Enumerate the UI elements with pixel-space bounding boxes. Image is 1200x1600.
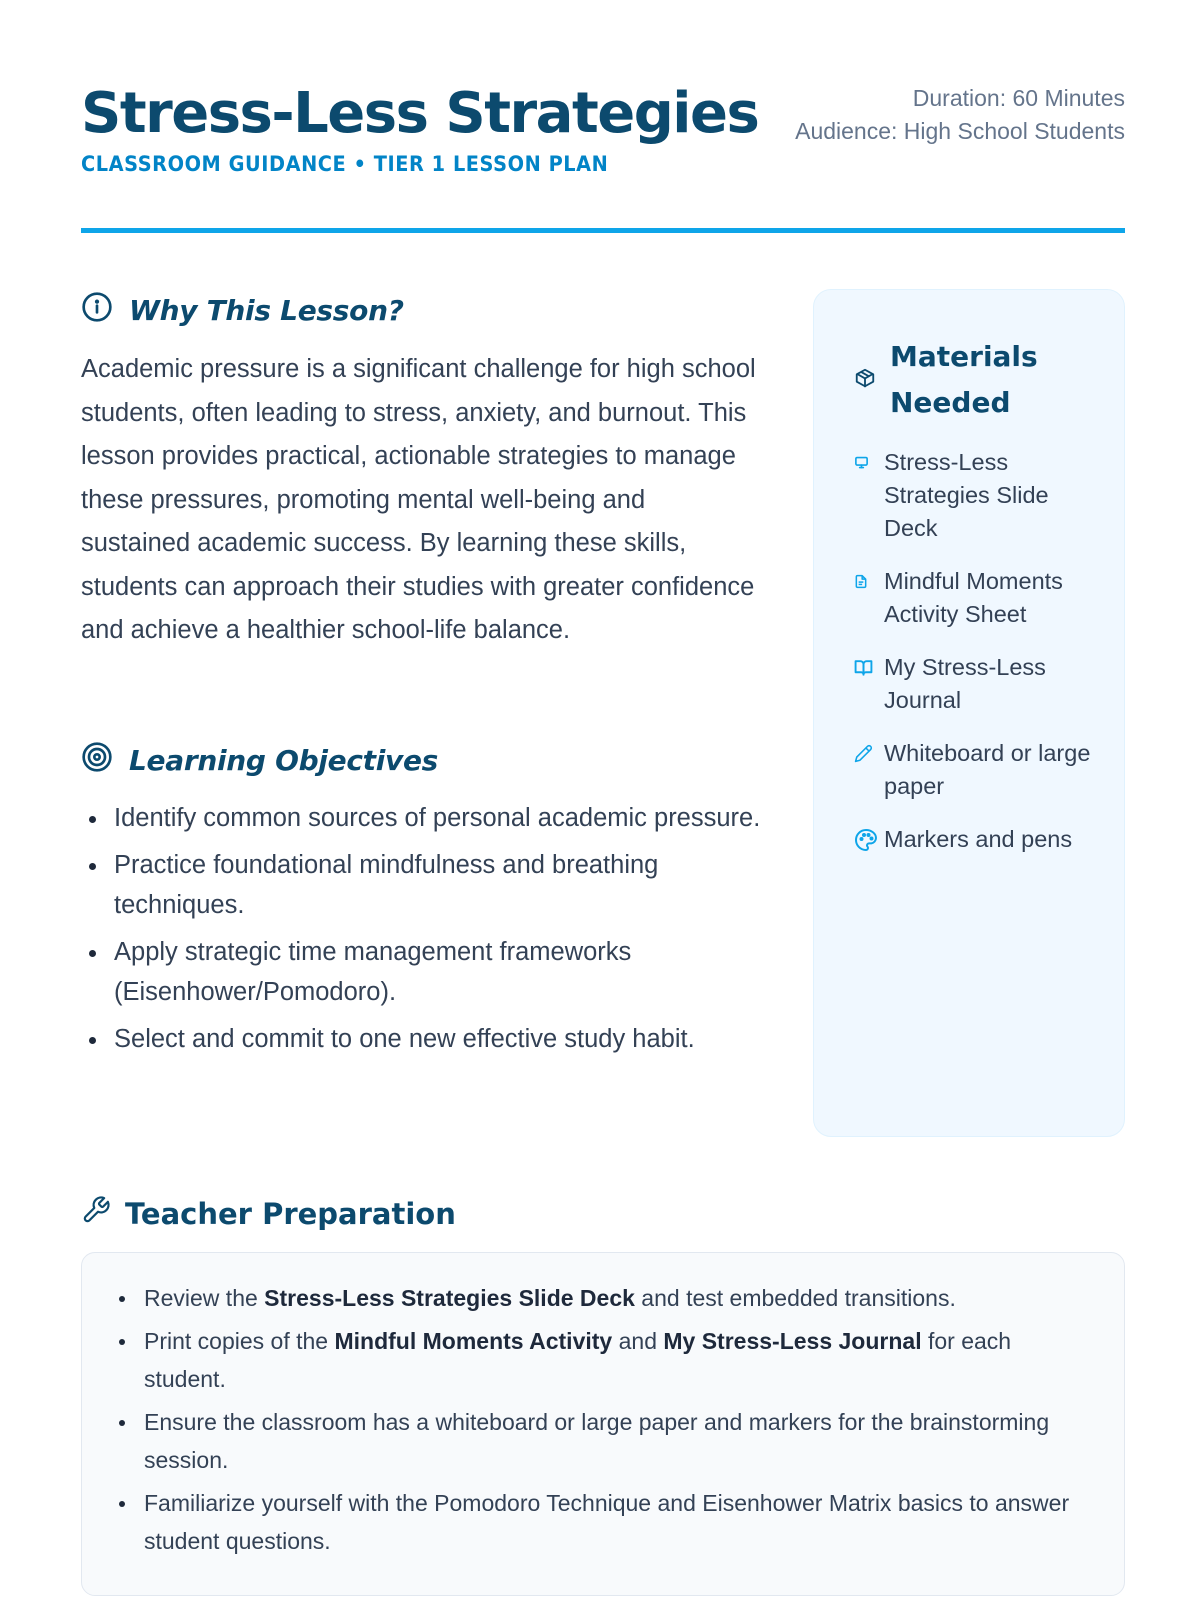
- prep-text: and test embedded transitions.: [634, 1285, 956, 1311]
- preparation-list: [112, 1279, 1094, 1561]
- material-label: Whiteboard or large paper: [884, 740, 1091, 799]
- objective-item: Apply strategic time management frameworks (Eisenhower/Pomodoro).: [81, 932, 761, 1012]
- material-item: [854, 446, 1104, 545]
- prep-bold: Stress-Less Strategies Slide Deck: [264, 1285, 635, 1311]
- objective-item: Select and commit to one new effective study habit.: [81, 1019, 761, 1059]
- prep-text: for each student.: [144, 1327, 1012, 1392]
- preparation-item: [112, 1322, 1094, 1399]
- why-heading: [81, 290, 761, 330]
- prep-text: Review the: [144, 1285, 265, 1311]
- pencil-icon: [854, 737, 878, 770]
- preparation-heading-text: Teacher Preparation: [125, 1196, 456, 1231]
- objectives-heading-text: Learning Objectives: [129, 743, 439, 777]
- material-item: [854, 737, 1104, 803]
- why-section: [81, 290, 761, 653]
- why-heading-text: Why This Lesson?: [129, 293, 404, 327]
- file-icon: [854, 565, 878, 598]
- info-circle-icon: [81, 291, 113, 330]
- prep-text: Familiarize yourself with the Pomodoro Technique and Eisenhower Matrix basics to answer student questions.: [144, 1489, 1070, 1554]
- package-icon: [854, 357, 876, 403]
- prep-text: and: [612, 1327, 664, 1354]
- material-label: My Stress-Less Journal: [884, 654, 1046, 713]
- prep-text: Print copies of the: [144, 1327, 335, 1354]
- audience-text: Audience: High School Students: [795, 118, 1125, 144]
- material-item: [854, 651, 1104, 717]
- header-divider: [81, 228, 1125, 233]
- target-icon: [81, 741, 113, 780]
- materials-heading-text: [890, 334, 1060, 426]
- book-open-icon: [854, 651, 878, 684]
- objective-item: Identify common sources of personal academic pressure.: [81, 798, 761, 838]
- wrench-icon: [81, 1195, 111, 1232]
- prep-text: Ensure the classroom has a whiteboard or large paper and markers for the brainstorming session.: [144, 1408, 1050, 1473]
- material-label: Markers and pens: [884, 826, 1073, 852]
- page-title: Stress-Less Strategies: [81, 81, 759, 146]
- material-label: Stress-Less Strategies Slide Deck: [884, 449, 1049, 541]
- lesson-header: [81, 80, 1125, 176]
- objectives-heading: [81, 740, 761, 780]
- materials-heading-label: Materials Needed: [890, 340, 1038, 419]
- preparation-card: [81, 1252, 1125, 1596]
- objectives-list: [81, 798, 761, 1059]
- material-item: [854, 565, 1104, 631]
- preparation-item: [112, 1484, 1094, 1561]
- objective-item: Practice foundational mindfulness and breathing techniques.: [81, 845, 761, 925]
- preparation-heading: [81, 1195, 456, 1232]
- preparation-item: [112, 1279, 1094, 1318]
- palette-icon: [854, 823, 878, 856]
- page-subtitle: CLASSROOM GUIDANCE • TIER 1 LESSON PLAN: [81, 152, 609, 176]
- material-label: Mindful Moments Activity Sheet: [884, 568, 1063, 627]
- duration-text: Duration: 60 Minutes: [912, 85, 1125, 111]
- materials-list: [854, 446, 1104, 876]
- why-body: Academic pressure is a significant challenge for high school students, often leading to stress, anxiety, and burnout. This lesson provides practical, actionable strategies to manage these pressures, promoting mental well-being and sustained academic success. By learning these skills, students can approach their studies with greater confidence and achieve a healthier school-life balance.: [81, 355, 756, 644]
- lesson-meta: [795, 82, 1125, 148]
- prep-bold: Mindful Moments Activity: [334, 1327, 613, 1354]
- materials-card: [813, 289, 1125, 1137]
- material-item: [854, 823, 1104, 856]
- monitor-icon: [854, 446, 878, 479]
- prep-bold: My Stress-Less Journal: [663, 1327, 922, 1354]
- preparation-item: [112, 1403, 1094, 1480]
- materials-heading: [854, 334, 1060, 426]
- objectives-section: [81, 740, 761, 1066]
